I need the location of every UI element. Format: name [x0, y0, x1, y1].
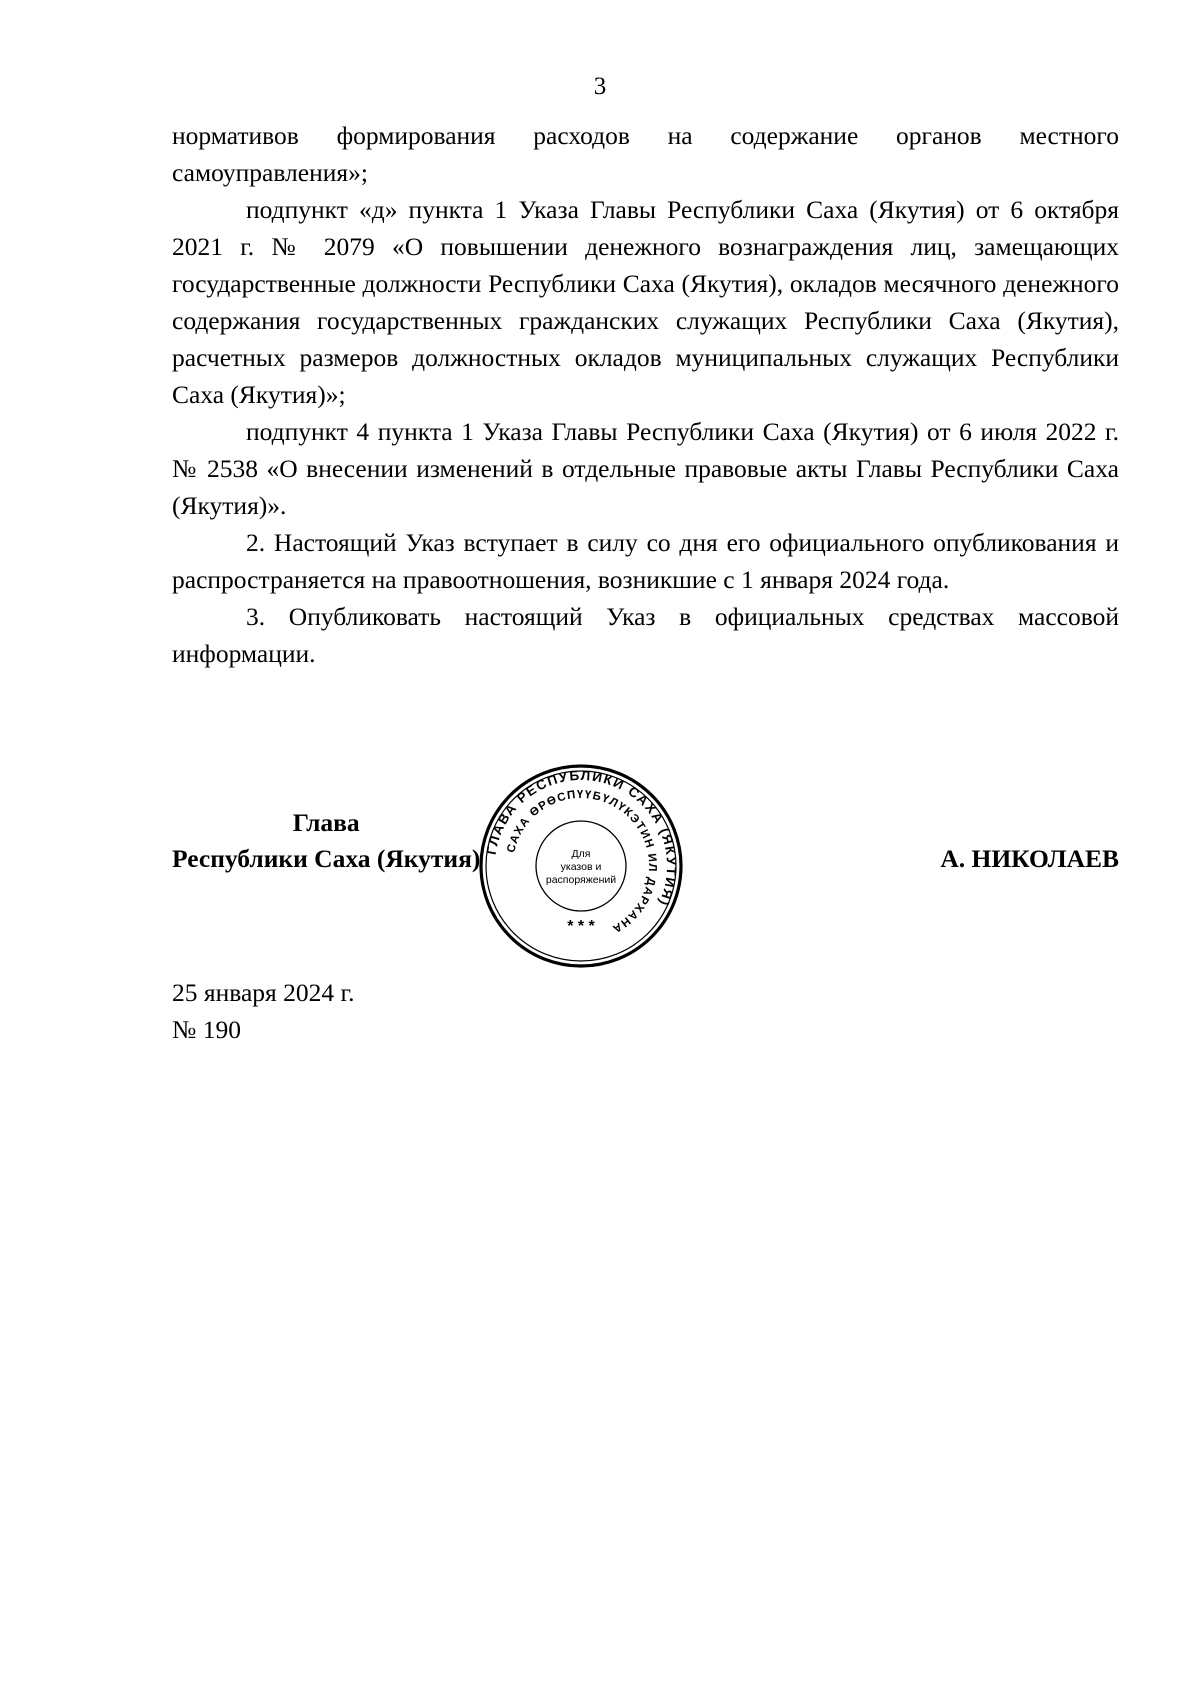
signatory-title-line1: Глава [292, 808, 360, 837]
document-footer [172, 974, 354, 1048]
paragraph-item-3: 3. Опубликовать настоящий Указ в официальных средствах массовой информации. [172, 602, 1119, 668]
signatory-title [172, 805, 480, 877]
paragraph-continuation: нормативов формирования расходов на содержание органов местного самоуправления»; [172, 121, 1119, 187]
seal-inner-text: САХА ӨРӨСПҮҮБҮЛҮКЭТИН ИЛ ДАРХАНА [505, 788, 659, 936]
paragraph-subpoint-4: подпункт 4 пункта 1 Указа Главы Республики Саха (Якутия) от 6 июля 2022 г. № 2538 «О внесении изменений в отдельные правовые акты Главы Республики Саха (Якутия)». [172, 417, 1119, 520]
page-number: 3 [593, 73, 607, 100]
signatory-title-line2: Республики Саха (Якутия) [172, 844, 481, 873]
seal-center-line3: распоряжений [545, 874, 617, 886]
seal-outer-text: ГЛАВА РЕСПУБЛИКИ САХА (ЯКУТИЯ) [483, 767, 680, 910]
official-seal [478, 763, 684, 969]
signatory-name: А. НИКОЛАЕВ [940, 844, 1119, 873]
seal-stars: * * * [567, 918, 595, 935]
seal-center-line1: Для [571, 848, 591, 860]
paragraph-subpoint-d: подпункт «д» пункта 1 Указа Главы Республики Саха (Якутия) от 6 октября 2021 г. № 2079 «О повышении денежного вознаграждения лиц, замещающих государственные должности Республики Саха (Якутия), окладов месячного денежного содержания государственных гражданских служащих Республики Саха (Якутия), расчетных размеров должностных окладов муниципальных служащих Республики Саха (Якутия)»; [172, 195, 1119, 409]
document-date: 25 января 2024 г. [172, 978, 355, 1007]
document-body [172, 117, 1119, 672]
document-number: № 190 [172, 1015, 241, 1044]
seal-center-line2: указов и [560, 861, 602, 873]
paragraph-item-2: 2. Настоящий Указ вступает в силу со дня его официального опубликования и распространяется на правоотношения, возникшие с 1 января 2024 года. [172, 528, 1119, 594]
